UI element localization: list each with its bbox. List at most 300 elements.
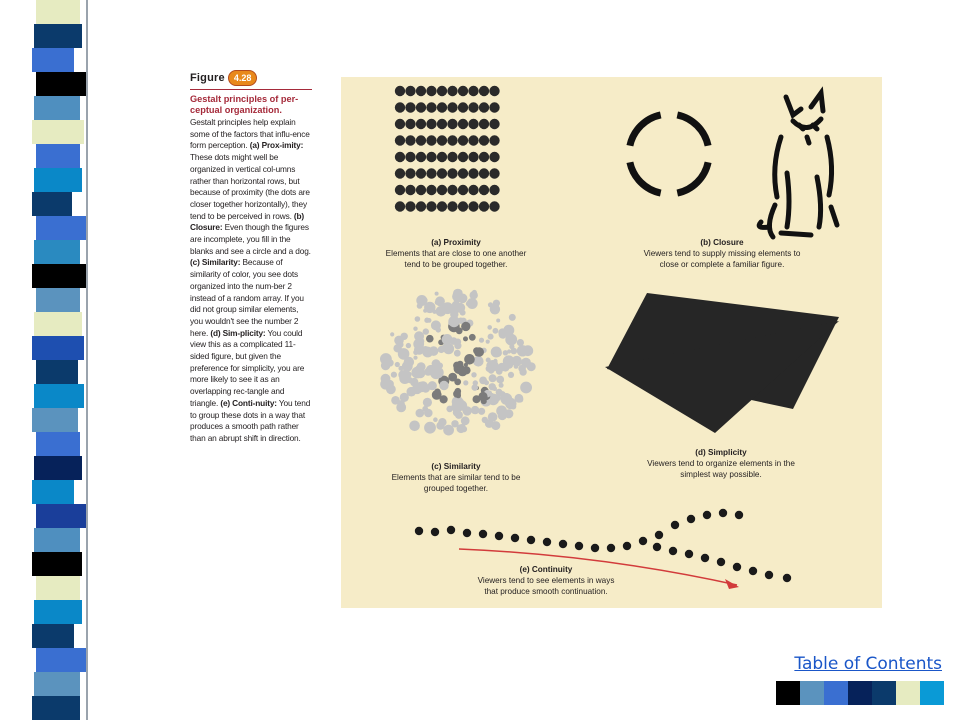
- caption-text-run: You tend to group these dots in a way that produces a smooth path rather than an abrupt shift in direction.: [190, 397, 311, 443]
- proximity-dot: [426, 86, 436, 96]
- continuity-dot: [655, 531, 663, 539]
- continuity-dot: [495, 532, 503, 540]
- continuity-dot: [479, 530, 487, 538]
- dog-stroke: [817, 177, 821, 227]
- strip-band: [34, 240, 80, 264]
- proximity-dot: [395, 135, 405, 145]
- similarity-dot: [436, 306, 447, 317]
- proximity-dot: [426, 135, 436, 145]
- proximity-dot: [416, 152, 426, 162]
- proximity-dot: [405, 152, 415, 162]
- similarity-dot: [443, 343, 454, 354]
- continuity-dot: [735, 511, 743, 519]
- simplicity-shape: [605, 293, 839, 433]
- similarity-dot: [517, 397, 523, 403]
- proximity-dot: [458, 102, 468, 112]
- proximity-dot: [479, 102, 489, 112]
- closure-broken-circle: [630, 115, 708, 193]
- similarity-dot: [515, 359, 520, 364]
- similarity-dot: [457, 399, 464, 406]
- simplicity-label: [641, 447, 801, 480]
- continuity-dot: [703, 511, 711, 519]
- proximity-dot: [437, 201, 447, 211]
- similarity-dot: [498, 411, 507, 420]
- proximity-dot: [416, 168, 426, 178]
- proximity-dot: [458, 135, 468, 145]
- proximity-dot: [468, 201, 478, 211]
- closure-arc: [630, 115, 661, 146]
- proximity-dot-grid: [395, 86, 500, 212]
- similarity-dot: [478, 392, 487, 401]
- proximity-description: Elements that are close to one another tend to be grouped together.: [385, 249, 527, 269]
- continuity-dot: [717, 558, 725, 566]
- caption-term: (b) Closure:: [190, 210, 305, 233]
- similarity-dot: [461, 416, 470, 425]
- similarity-dot: [464, 354, 475, 365]
- similarity-dot: [435, 296, 445, 306]
- dog-stroke: [827, 137, 832, 195]
- proximity-dot: [447, 185, 457, 195]
- strip-band: [32, 624, 74, 648]
- similarity-dot: [422, 406, 428, 412]
- similarity-dot: [448, 321, 452, 325]
- similarity-dot: [453, 390, 461, 398]
- similarity-dot: [493, 328, 499, 334]
- figure-caption: [190, 70, 312, 445]
- proximity-dot: [395, 168, 405, 178]
- figure-title: Gestalt principles of per-ceptual organization.: [190, 94, 299, 115]
- similarity-dot: [380, 353, 392, 365]
- continuity-dot: [653, 543, 661, 551]
- continuity-dot: [639, 537, 647, 545]
- similarity-dot: [440, 395, 448, 403]
- similarity-dot: [415, 366, 419, 370]
- continuity-dot: [543, 538, 551, 546]
- continuity-dot: [559, 540, 567, 548]
- proximity-dot: [416, 135, 426, 145]
- color-swatch: [920, 681, 944, 705]
- strip-band: [36, 504, 88, 528]
- closure-dog-figure: [759, 93, 837, 237]
- similarity-dot: [489, 374, 497, 382]
- continuity-dot: [783, 574, 791, 582]
- proximity-dot: [437, 168, 447, 178]
- similarity-dot: [479, 338, 484, 343]
- closure-arc: [630, 162, 661, 193]
- proximity-dot: [405, 168, 415, 178]
- proximity-dot: [405, 86, 415, 96]
- continuity-dot: [591, 544, 599, 552]
- strip-band: [32, 480, 74, 504]
- similarity-description: Elements that are similar tend to be grouped together.: [391, 473, 521, 493]
- similarity-dot: [463, 336, 468, 341]
- proximity-dot: [468, 185, 478, 195]
- caption-text-run: These dots might well be organized in vertical col-umns rather than horizontal rows, but because of proximity (the dots are closer together horizontally), they tend to be perceived in rows.: [190, 152, 310, 221]
- similarity-dot: [499, 383, 504, 388]
- simplicity-description: Viewers tend to organize elements in the simplest way possible.: [647, 459, 795, 479]
- caption-term: (c) Similarity:: [190, 257, 241, 268]
- similarity-dot: [520, 382, 532, 394]
- proximity-dot: [458, 168, 468, 178]
- proximity-dot: [437, 152, 447, 162]
- dog-stroke: [811, 93, 823, 111]
- color-swatch: [896, 681, 920, 705]
- strip-edge-line: [86, 0, 88, 720]
- proximity-dot: [489, 185, 499, 195]
- closure-title: (b) Closure: [700, 238, 744, 247]
- similarity-dot: [486, 358, 491, 363]
- strip-band: [36, 72, 86, 96]
- similarity-dot: [422, 347, 433, 358]
- similarity-dot: [426, 335, 434, 343]
- similarity-dot: [491, 347, 502, 358]
- similarity-dot: [496, 319, 500, 323]
- strip-band: [36, 432, 80, 456]
- continuity-dot: [685, 550, 693, 558]
- closure-label: [637, 237, 807, 270]
- similarity-dot: [505, 334, 517, 346]
- similarity-dot: [474, 347, 484, 357]
- similarity-dot: [514, 364, 519, 369]
- similarity-dot: [435, 365, 440, 370]
- proximity-dot: [437, 185, 447, 195]
- similarity-dot: [509, 314, 516, 321]
- continuity-dot: [575, 542, 583, 550]
- similarity-dot: [458, 294, 468, 304]
- proximity-dot: [458, 185, 468, 195]
- similarity-dot: [434, 389, 441, 396]
- similarity-dot: [413, 327, 417, 331]
- similarity-dot: [424, 422, 436, 434]
- similarity-dot: [460, 310, 466, 316]
- similarity-dot: [473, 356, 484, 367]
- similarity-dot: [486, 340, 490, 344]
- similarity-dot-circle: [380, 289, 536, 436]
- proximity-dot: [447, 86, 457, 96]
- similarity-dot: [435, 292, 439, 296]
- strip-band: [34, 672, 80, 696]
- strip-band: [32, 408, 78, 432]
- similarity-dot: [490, 304, 500, 314]
- continuity-dot: [607, 544, 615, 552]
- continuity-dot: [415, 527, 423, 535]
- strip-band: [32, 192, 72, 216]
- continuity-dot: [511, 534, 519, 542]
- color-swatch: [848, 681, 872, 705]
- proximity-dot: [405, 185, 415, 195]
- strip-band: [36, 576, 80, 600]
- continuity-dot: [527, 536, 535, 544]
- proximity-dot: [447, 201, 457, 211]
- similarity-dot: [508, 372, 514, 378]
- proximity-dot: [437, 135, 447, 145]
- similarity-dot: [463, 380, 468, 385]
- continuity-dot: [431, 528, 439, 536]
- proximity-dot: [447, 119, 457, 129]
- continuity-dot: [765, 571, 773, 579]
- similarity-dot: [454, 379, 461, 386]
- closure-arc: [677, 162, 708, 193]
- proximity-dot: [426, 119, 436, 129]
- closure-description: Viewers tend to supply missing elements to close or complete a familiar figure.: [643, 249, 801, 269]
- proximity-dot: [468, 86, 478, 96]
- color-swatch: [824, 681, 848, 705]
- similarity-dot: [458, 318, 464, 324]
- proximity-dot: [489, 201, 499, 211]
- table-of-contents-link[interactable]: Table of Contents: [794, 654, 942, 674]
- similarity-dot: [469, 334, 476, 341]
- proximity-dot: [479, 201, 489, 211]
- proximity-label: [381, 237, 531, 270]
- similarity-dot: [503, 350, 508, 355]
- dog-stroke: [799, 125, 803, 129]
- similarity-dot: [496, 376, 504, 384]
- proximity-dot: [447, 152, 457, 162]
- strip-band: [36, 288, 80, 312]
- proximity-dot: [447, 168, 457, 178]
- similarity-dot: [473, 380, 478, 385]
- proximity-dot: [395, 119, 405, 129]
- color-swatch: [776, 681, 800, 705]
- proximity-dot: [479, 168, 489, 178]
- proximity-dot: [426, 185, 436, 195]
- similarity-dot: [433, 417, 438, 422]
- strip-band: [34, 168, 82, 192]
- caption-text-run: Because of similarity of color, you see dots organized into the num-ber 2 instead of a random array. If you did not group similar elements, you wouldn't see the number 2 here.: [190, 257, 304, 338]
- proximity-dot: [458, 119, 468, 129]
- similarity-dot: [397, 400, 404, 407]
- strip-band: [34, 312, 82, 336]
- similarity-dot: [472, 290, 477, 295]
- continuity-dot: [701, 554, 709, 562]
- similarity-dot: [501, 363, 509, 371]
- proximity-dot: [479, 86, 489, 96]
- proximity-dot: [479, 119, 489, 129]
- proximity-dot: [458, 86, 468, 96]
- strip-band: [34, 96, 80, 120]
- similarity-dot: [393, 344, 401, 352]
- continuity-arrowhead: [725, 579, 739, 589]
- decorative-side-strip: [0, 0, 110, 720]
- similarity-dot: [524, 348, 530, 354]
- proximity-dot: [489, 86, 499, 96]
- proximity-dot: [405, 201, 415, 211]
- continuity-dot: [687, 515, 695, 523]
- similarity-dot: [452, 421, 457, 426]
- strip-band: [32, 264, 86, 288]
- caption-text-run: Gestalt principles help explain some of the factors that influ-ence form perception.: [190, 117, 310, 151]
- strip-band: [32, 120, 84, 144]
- similarity-dot: [422, 298, 427, 303]
- similarity-dot: [423, 328, 429, 334]
- continuity-dot: [749, 567, 757, 575]
- similarity-dot: [487, 325, 492, 330]
- proximity-dot: [468, 119, 478, 129]
- similarity-dot: [412, 384, 422, 394]
- proximity-dot: [395, 201, 405, 211]
- strip-band: [36, 0, 80, 24]
- similarity-dot: [424, 302, 435, 313]
- similarity-dot: [404, 357, 414, 367]
- strip-band: [34, 384, 84, 408]
- continuity-dot: [669, 547, 677, 555]
- strip-band: [32, 48, 74, 72]
- similarity-dot: [415, 316, 421, 322]
- dog-stroke: [813, 125, 817, 129]
- continuity-title: (e) Continuity: [519, 565, 573, 574]
- similarity-dot: [521, 369, 525, 373]
- strip-band: [32, 552, 82, 576]
- proximity-dot: [405, 119, 415, 129]
- similarity-dot: [391, 372, 397, 378]
- proximity-dot: [468, 152, 478, 162]
- strip-band: [36, 648, 86, 672]
- strip-band: [34, 600, 82, 624]
- similarity-dot: [471, 372, 476, 377]
- similarity-dot: [406, 343, 411, 348]
- proximity-dot: [437, 119, 447, 129]
- proximity-dot: [395, 102, 405, 112]
- strip-band: [34, 528, 80, 552]
- continuity-dot: [463, 529, 471, 537]
- similarity-dot: [442, 334, 453, 345]
- similarity-dot: [457, 361, 464, 368]
- caption-term: (e) Conti-nuity:: [220, 397, 277, 408]
- similarity-dot: [482, 417, 488, 423]
- similarity-dot: [511, 404, 517, 410]
- proximity-dot: [468, 102, 478, 112]
- similarity-dot: [431, 320, 441, 330]
- caption-term: (a) Prox-imity:: [249, 140, 304, 151]
- figure-panel: [341, 77, 882, 608]
- proximity-dot: [416, 119, 426, 129]
- proximity-dot: [489, 102, 499, 112]
- similarity-dot: [455, 339, 462, 346]
- caption-text-run: Even though the figures are incomplete, you fill in the blanks and see a circle and a dog.: [190, 222, 311, 256]
- similarity-dot: [401, 333, 408, 340]
- strip-band: [32, 696, 80, 720]
- dog-stroke: [786, 97, 801, 115]
- dog-stroke: [775, 137, 781, 197]
- proximity-dot: [395, 152, 405, 162]
- similarity-dot: [449, 374, 453, 378]
- figure-number-badge: 4.28: [228, 70, 258, 86]
- dog-stroke: [787, 173, 789, 227]
- proximity-dot: [447, 102, 457, 112]
- continuity-dot: [447, 526, 455, 534]
- proximity-dot: [416, 102, 426, 112]
- proximity-dot: [416, 201, 426, 211]
- similarity-dot: [454, 350, 461, 357]
- proximity-dot: [479, 135, 489, 145]
- dog-stroke: [831, 207, 837, 225]
- color-swatch-bar: [776, 681, 944, 705]
- simplicity-title: (d) Simplicity: [695, 448, 747, 457]
- proximity-dot: [405, 102, 415, 112]
- proximity-dot: [489, 168, 499, 178]
- similarity-dot: [438, 418, 446, 426]
- similarity-dot: [488, 334, 494, 340]
- color-swatch: [800, 681, 824, 705]
- proximity-dot: [426, 152, 436, 162]
- proximity-dot: [468, 135, 478, 145]
- similarity-dot: [418, 345, 423, 350]
- similarity-title: (c) Similarity: [431, 462, 481, 471]
- similarity-dot: [398, 370, 407, 379]
- caption-text-run: You could view this as a complicated 11-sided figure, but given the preference for simplicity, you are more likely to see it as an overlapping rec-tangle and triangle.: [190, 327, 305, 408]
- similarity-dot: [484, 380, 489, 385]
- proximity-dot: [416, 185, 426, 195]
- similarity-dot: [381, 374, 391, 384]
- proximity-dot: [395, 86, 405, 96]
- similarity-dot: [413, 356, 417, 360]
- proximity-dot: [416, 86, 426, 96]
- similarity-dot: [409, 421, 420, 432]
- proximity-dot: [437, 86, 447, 96]
- proximity-dot: [479, 152, 489, 162]
- proximity-dot: [479, 185, 489, 195]
- closure-arc: [677, 115, 708, 146]
- similarity-dot: [527, 362, 536, 371]
- figure-caption-text: [190, 117, 312, 445]
- similarity-dot: [424, 318, 429, 323]
- proximity-dot: [426, 168, 436, 178]
- similarity-dot: [390, 332, 394, 336]
- similarity-dot: [463, 409, 467, 413]
- strip-band: [34, 456, 82, 480]
- similarity-dot: [488, 368, 494, 374]
- similarity-dot: [386, 384, 396, 394]
- proximity-dot: [468, 168, 478, 178]
- continuity-label: [471, 564, 621, 597]
- continuity-dot: [719, 509, 727, 517]
- proximity-dot: [426, 201, 436, 211]
- strip-band: [32, 336, 84, 360]
- proximity-title: (a) Proximity: [431, 238, 481, 247]
- color-swatch: [872, 681, 896, 705]
- figure-header: [190, 70, 312, 90]
- strip-band: [36, 216, 86, 240]
- similarity-dot: [478, 408, 485, 415]
- proximity-dot: [489, 135, 499, 145]
- figure-word: Figure: [190, 72, 225, 84]
- similarity-dot: [423, 398, 432, 407]
- continuity-dot: [671, 521, 679, 529]
- similarity-dot: [424, 368, 432, 376]
- continuity-dot: [623, 542, 631, 550]
- proximity-dot: [395, 185, 405, 195]
- similarity-dot: [395, 362, 400, 367]
- strip-band: [36, 360, 78, 384]
- similarity-dot: [467, 298, 478, 309]
- proximity-dot: [405, 135, 415, 145]
- proximity-dot: [458, 201, 468, 211]
- strip-band: [36, 144, 80, 168]
- similarity-dot: [439, 381, 448, 390]
- proximity-dot: [489, 152, 499, 162]
- similarity-dot: [421, 384, 430, 393]
- similarity-dot: [471, 406, 479, 414]
- proximity-dot: [426, 102, 436, 112]
- strip-band: [34, 24, 82, 48]
- similarity-dot: [458, 366, 468, 376]
- continuity-dot: [733, 563, 741, 571]
- similarity-label: [391, 461, 521, 494]
- caption-term: (d) Sim-plicity:: [210, 327, 266, 338]
- similarity-dot: [457, 424, 466, 433]
- proximity-dot: [447, 135, 457, 145]
- proximity-dot: [489, 119, 499, 129]
